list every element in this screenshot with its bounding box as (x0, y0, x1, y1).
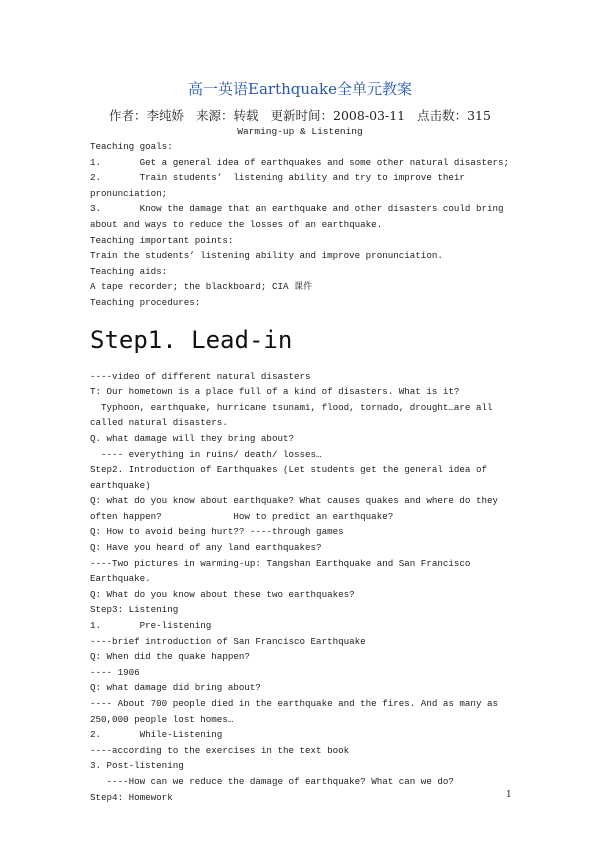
procedure-line: Q: What do you know about these two earthquakes? (90, 588, 355, 600)
author: 作者：李纯娇 (109, 108, 185, 123)
update-time: 更新时间：2008-03-11 (270, 108, 406, 123)
source: 来源：转载 (196, 108, 259, 123)
procedure-line: Q: Have you heard of any land earthquakes? (90, 542, 322, 554)
important-heading: Teaching important points: (90, 234, 234, 246)
goal-item: 1. Get a general idea of earthquakes and some other natural disasters; (90, 156, 510, 168)
procedure-line: ---- About 700 people died in the earthquake and the fires. And as many as 250,000 people lost homes… (90, 698, 504, 725)
procedure-line: Step2. Introduction of Earthquakes (Let students get the general idea of earthquake) (90, 464, 493, 491)
procedure-line: 3. Post-listening (90, 760, 184, 772)
procedure-line: ----Two pictures in warming-up: Tangshan Earthquake and San Francisco Earthquake. (90, 557, 476, 585)
procedure-line: ---- 1906 (90, 666, 140, 678)
document-meta (0, 106, 600, 124)
procedure-line: T: Our hometown is a place full of a kind of disasters. What is it? (90, 386, 460, 398)
procedure-line: 1. Pre-listening (90, 620, 212, 632)
procedure-line: ----according to the exercises in the text book (90, 744, 350, 756)
goal-item: 3. Know the damage that an earthquake and other disasters could bring about and ways to reduce the losses of an earthquake. (90, 203, 510, 230)
goals-heading: Teaching goals: (90, 141, 173, 152)
important-text: Train the students’ listening ability and improve pronunciation. (90, 250, 443, 262)
document-body (90, 139, 515, 805)
procedure-line: Q: How to avoid being hurt?? ----through games (90, 526, 344, 538)
procedure-line: ----video of different natural disasters (90, 370, 311, 382)
step1-heading: Step1. Lead-in (90, 325, 293, 354)
procedures-heading: Teaching procedures: (90, 296, 201, 308)
procedure-line: 2. While-Listening (90, 729, 223, 741)
procedure-line: Typhoon, earthquake, hurricane tsunami, flood, tornado, drought…are all called natural disasters. (90, 401, 498, 429)
procedure-line: Q: When did the quake happen? (90, 651, 250, 663)
section-title: Warming-up & Listening (237, 126, 363, 137)
goal-item: 2. Train students’ listening ability and try to improve their pronunciation; (90, 172, 471, 199)
procedure-line: ----brief introduction of San Francisco Earthquake (90, 635, 366, 647)
page-number: 1 (506, 790, 512, 800)
aids-text: A tape recorder; the blackboard; CIA 课件 (90, 281, 313, 293)
procedure-line: Step4: Homework (90, 791, 173, 803)
procedure-line: ---- everything in ruins/ death/ losses… (90, 448, 322, 460)
procedure-line: Q: what damage did bring about? (90, 682, 261, 694)
procedure-line: Step3: Listening (90, 604, 179, 616)
document-title: 高一英语Earthquake全单元教案 (188, 80, 412, 98)
aids-heading: Teaching aids: (90, 265, 168, 277)
procedure-lines (90, 369, 515, 806)
procedure-line: Q: what do you know about earthquake? What causes quakes and where do they often happen? How to predict an earthquake? (90, 495, 504, 522)
procedure-line: ----How can we reduce the damage of earthquake? What can we do? (90, 775, 454, 787)
click-count: 点击数：315 (417, 108, 491, 123)
procedure-line: Q. what damage will they bring about? (90, 432, 294, 444)
